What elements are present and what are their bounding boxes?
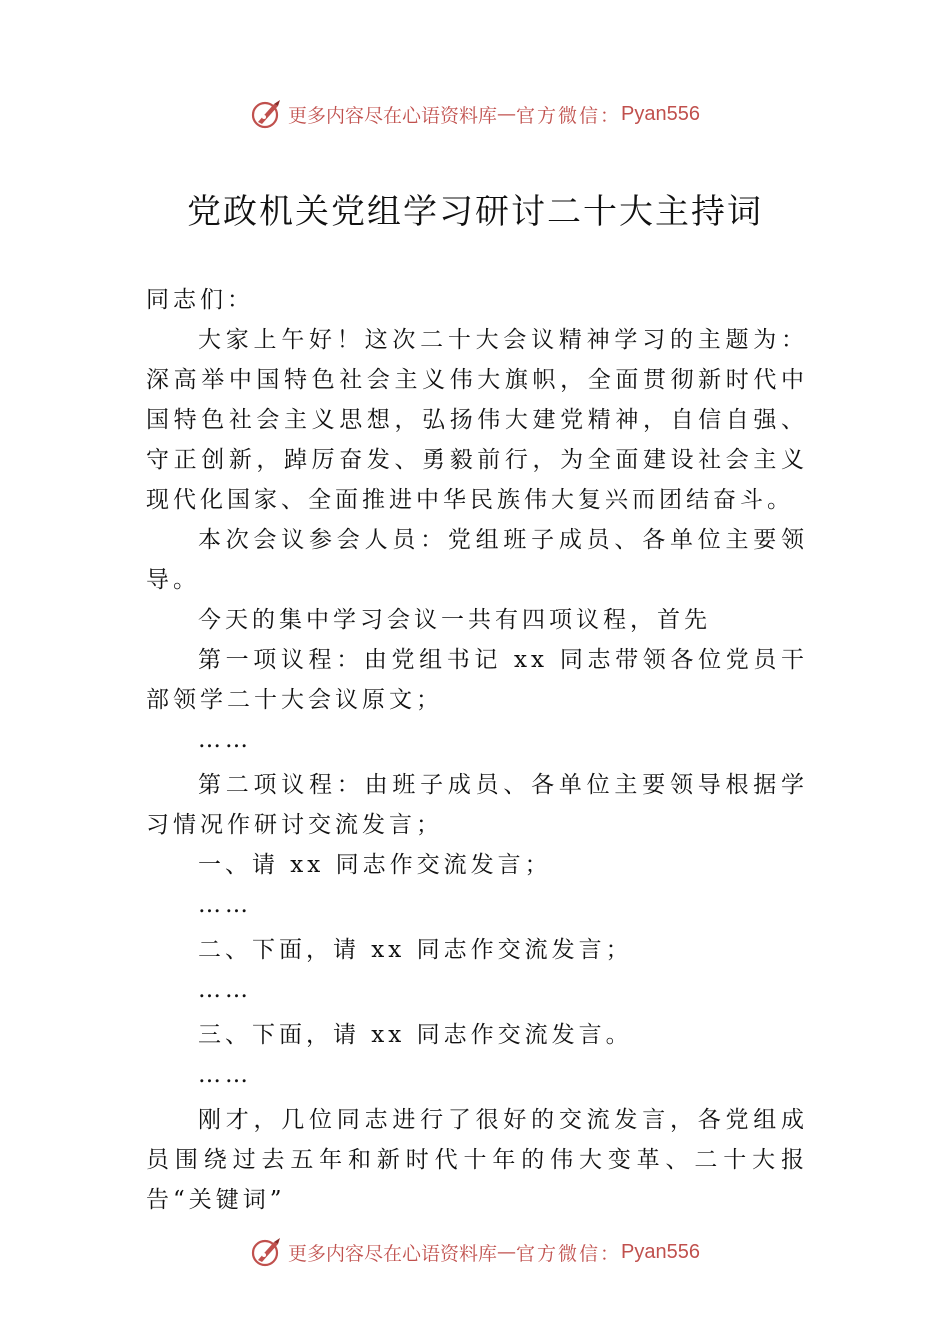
banner-label: 官方微信： — [516, 104, 622, 127]
salutation: 同志们： — [146, 287, 254, 313]
banner-dash: — — [497, 103, 517, 125]
banner-label: 官方微信： — [516, 1242, 622, 1265]
paragraph: 今天的集中学习会议一共有四项议程，首先 — [198, 607, 711, 633]
ellipsis-line: …… — [198, 892, 252, 918]
banner-dash: — — [497, 1241, 517, 1263]
banner-main-text: 更多内容尽在心语资料库 — [288, 104, 498, 127]
paragraph: 第一项议程：由党组书记 xx 同志带领各位党员干部领学二十大会议原文； — [146, 647, 808, 713]
banner-wechat-id: Pyan556 — [621, 102, 700, 125]
ellipsis-line: …… — [198, 977, 252, 1003]
ellipsis-line: …… — [198, 1062, 252, 1088]
footer-banner — [0, 1232, 950, 1272]
paragraph: 大家上午好！这次二十大会议精神学习的主题为：深高举中国特色社会主义伟大旗帜，全面贯彻新时代中国特色社会主义思想，弘扬伟大建党精神，自信自强、守正创新，踔厉奋发、勇毅前行，为全面建设社会主义现代化国家、全面推进中华民族伟大复兴而团结奋斗。 — [146, 327, 808, 513]
paragraph: 二、下面，请 xx 同志作交流发言； — [198, 937, 633, 963]
document-body — [146, 280, 808, 1220]
banner-wechat-id: Pyan556 — [621, 1240, 700, 1263]
pen-logo-icon — [250, 97, 284, 131]
paragraph: 三、下面，请 xx 同志作交流发言。 — [198, 1022, 633, 1048]
paragraph: 刚才，几位同志进行了很好的交流发言，各党组成员围绕过去五年和新时代十年的伟大变革、二十大报告“关键词” — [146, 1107, 808, 1213]
pen-logo-icon — [250, 1235, 284, 1269]
banner-main-text: 更多内容尽在心语资料库 — [288, 1242, 498, 1265]
header-banner — [0, 94, 950, 134]
ellipsis-line: …… — [198, 727, 252, 753]
document-title: 党政机关党组学习研讨二十大主持词 — [187, 192, 763, 232]
paragraph: 本次会议参会人员：党组班子成员、各单位主要领导。 — [146, 527, 808, 593]
paragraph: 第二项议程：由班子成员、各单位主要领导根据学习情况作研讨交流发言； — [146, 772, 808, 838]
paragraph: 一、请 xx 同志作交流发言； — [198, 852, 552, 878]
